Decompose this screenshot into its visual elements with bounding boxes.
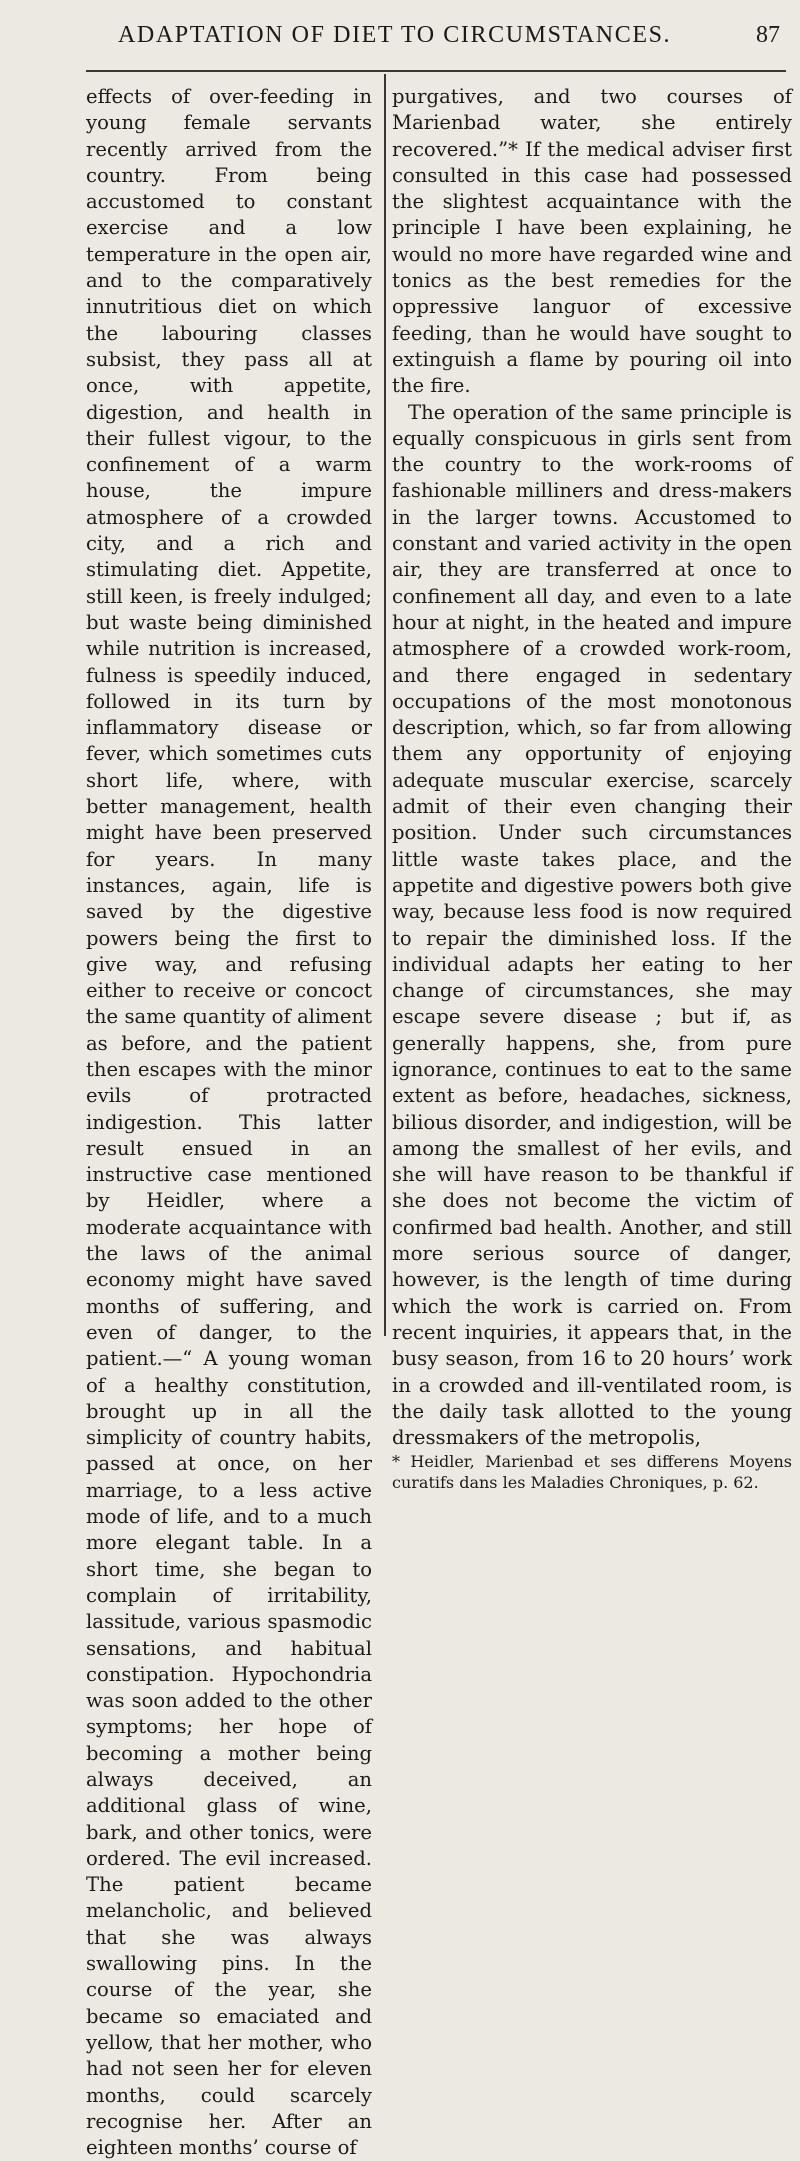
running-title: ADAPTATION OF DIET TO CIRCUMSTANCES.: [118, 22, 672, 48]
right-column: [392, 84, 792, 1493]
left-column: [86, 84, 372, 2161]
left-paragraph: effects of over-feeding in young female servants recently arrived from the country. From being accustomed to constant exercise and a low temperature in the open air, and to the comparatively innutritious diet on which the labouring classes subsist, they pass all at once, with appetite, digestion, and health in their fullest vigour, to the confinement of a warm house, the impure atmosphere of a crowded city, and a rich and stimulating diet. Appetite, still keen, is freely indulged; but waste being diminished while nutrition is increased, fulness is speedily induced, followed in its turn by inflammatory disease or fever, which sometimes cuts short life, where, with better management, health might have been preserved for years. In many instances, again, life is saved by the digestive powers being the first to give way, and refusing either to receive or concoct the same quantity of aliment as before, and the patient then escapes with the minor evils of protracted indigestion. This latter result ensued in an instructive case mentioned by Heidler, where a moderate acquaintance with the laws of the animal economy might have saved months of suffering, and even of danger, to the patient.—“ A young woman of a healthy constitution, brought up in all the simplicity of country habits, passed at once, on her marriage, to a less active mode of life, and to a much more elegant table. In a short time, she began to complain of irritability, lassitude, various spasmodic sensations, and habitual constipation. Hypochondria was soon added to the other symptoms; her hope of becoming a mother being always deceived, an additional glass of wine, bark, and other tonics, were ordered. The evil increased. The patient became melancholic, and believed that she was always swallowing pins. In the course of the year, she became so emaciated and yellow, that her mother, who had not seen her for eleven months, could scarcely recognise her. After an eighteen months’ course of: [86, 85, 372, 2160]
right-paragraph-2: The operation of the same principle is equally conspicuous in girls sent from the country to the work-rooms of fashionable milliners and dress-makers in the larger towns. Accustomed to constant and varied activity in the open air, they are transferred at once to confinement all day, and even to a late hour at night, in the heated and impure atmosphere of a crowded work-room, and there engaged in sedentary occupations of the most monotonous description, which, so far from allowing them any opportunity of enjoying adequate muscular exercise, scarcely admit of their even changing their position. Under such circumstances little waste takes place, and the appetite and digestive powers both give way, because less food is now required to repair the diminished loss. If the individual adapts her eating to her change of circumstances, she may escape severe disease ; but if, as generally happens, she, from pure ignorance, continues to eat to the same extent as before, headaches, sickness, bilious disorder, and indigestion, will be among the smallest of her evils, and she will have reason to be thankful if she does not become the victim of confirmed bad health. Another, and still more serious source of danger, however, is the length of time during which the work is carried on. From recent inquiries, it appears that, in the busy season, from 16 to 20 hours’ work in a crowded and ill-ventilated room, is the daily task allotted to the young dressmakers of the metropolis,: [392, 400, 792, 1450]
column-divider: [384, 74, 386, 1336]
page-number: 87: [756, 22, 780, 48]
footnote: * Heidler, Marienbad et ses differens Moyens curatifs dans les Maladies Chroniques, p. 62.: [392, 1452, 792, 1493]
right-paragraph-1: purgatives, and two courses of Marienbad water, she entirely recovered.”* If the medical adviser first consulted in this case had possessed the slightest acquaintance with the principle I have been explaining, he would no more have regarded wine and tonics as the best remedies for the oppressive languor of excessive feeding, than he would have sought to extinguish a flame by pouring oil into the fire.: [392, 85, 792, 398]
header-rule: [86, 70, 786, 72]
page-header: [0, 10, 800, 50]
